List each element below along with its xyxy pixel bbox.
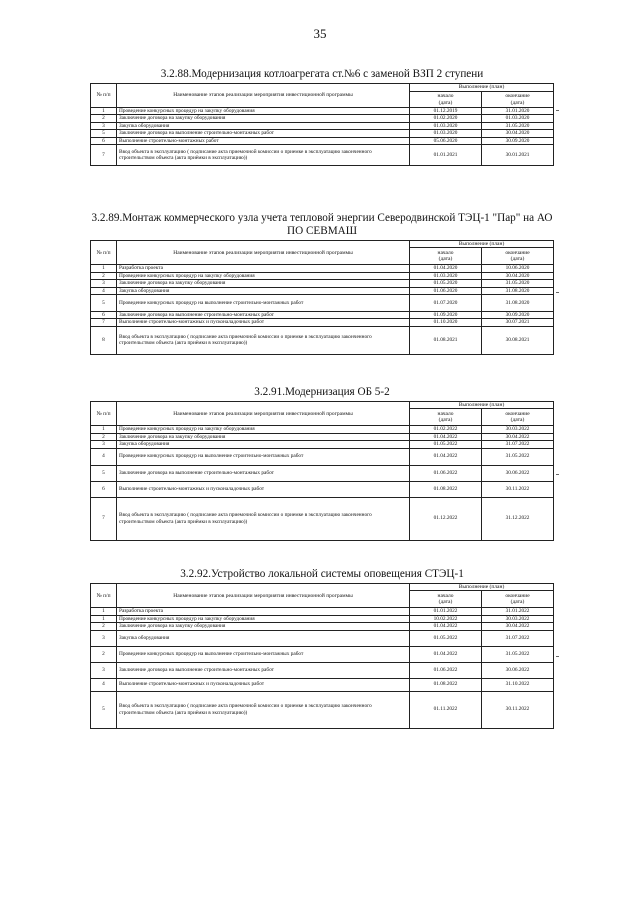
end-date: 31.05.2022 [482, 448, 554, 465]
row-number: 5 [91, 295, 117, 312]
start-date: 01.07.2020 [410, 295, 482, 312]
row-number: 6 [91, 312, 117, 319]
header-row [91, 402, 554, 409]
row-number: 3 [91, 630, 117, 646]
end-date: 30.11.2022 [482, 691, 554, 728]
stage-name: Закупка оборудования [117, 630, 410, 646]
end-date: 31.10.2022 [482, 678, 554, 691]
table-row [91, 115, 554, 122]
start-date: 01.08.2021 [410, 326, 482, 354]
stage-name: Заключение договора на закупку оборудования [117, 280, 410, 287]
end-date: 31.05.2020 [482, 280, 554, 287]
stage-name: Заключение договора на выполнение строительно-монтажных работ [117, 465, 410, 481]
row-number: 8 [91, 326, 117, 354]
start-date: 01.03.2020 [410, 272, 482, 279]
end-date: 31.01.2022 [482, 608, 554, 615]
row-number: 3 [91, 662, 117, 678]
table-row [91, 137, 554, 144]
scan-mark [556, 474, 559, 475]
end-date: 30.09.2020 [482, 137, 554, 144]
header-end-date-note: (дата) [510, 99, 525, 106]
row-number: 7 [91, 145, 117, 166]
end-date: 31.07.2022 [482, 630, 554, 646]
table-row [91, 615, 554, 622]
section-3-2-92 [90, 568, 554, 729]
header-end-line: окончание [505, 593, 530, 599]
table-row [91, 326, 554, 354]
header-end-line: окончание [505, 411, 530, 417]
start-date: 01.03.2020 [410, 122, 482, 129]
end-date: 30.06.2022 [482, 465, 554, 481]
end-date: 31.05.2020 [482, 122, 554, 129]
stage-name: Выполнение строительно-монтажных и пусконаладочных работ [117, 678, 410, 691]
start-date: 01.12.2019 [410, 108, 482, 115]
table-row [91, 145, 554, 166]
table-row [91, 312, 554, 319]
row-number: 1 [91, 265, 117, 272]
start-date: 01.04.2022 [410, 433, 482, 440]
schedule-table [90, 240, 554, 355]
stage-name: Заключение договора на закупку оборудования [117, 623, 410, 630]
row-number: 7 [91, 497, 117, 540]
start-date: 01.12.2022 [410, 497, 482, 540]
scan-mark [556, 110, 559, 111]
table-row [91, 441, 554, 448]
header-start [410, 92, 482, 108]
table-row [91, 623, 554, 630]
header-end [482, 409, 554, 426]
section-3-2-88 [90, 68, 554, 166]
end-date: 30.11.2022 [482, 481, 554, 497]
stage-name: Выполнение строительно-монтажных и пусконаладочных работ [117, 319, 410, 326]
start-date: 01.05.2022 [410, 441, 482, 448]
header-start-line: начало [437, 411, 454, 417]
stage-name: Закупка оборудования [117, 441, 410, 448]
table-row [91, 295, 554, 312]
end-date: 30.09.2020 [482, 312, 554, 319]
schedule-table [90, 401, 554, 541]
stage-name: Заключение договора на выполнение строительно-монтажных работ [117, 662, 410, 678]
stage-name: Заключение договора на закупку оборудования [117, 115, 410, 122]
row-number: 1 [91, 426, 117, 433]
end-date: 31.08.2020 [482, 295, 554, 312]
header-stage-name: Наименование этапов реализации мероприятия инвестиционной программы [117, 241, 410, 265]
section-title: 3.2.91.Модернизация ОБ 5-2 [254, 386, 390, 398]
header-execution: Выполнение (план) [410, 402, 554, 409]
stage-name: Выполнение строительно-монтажных работ [117, 137, 410, 144]
end-date: 30.01.2021 [482, 145, 554, 166]
schedule-table [90, 83, 554, 166]
end-date: 30.06.2022 [482, 662, 554, 678]
header-execution: Выполнение (план) [410, 84, 554, 92]
stage-name: Ввод объекта в эксплуатацию ( подписание акта приемочной комиссии о приемке в эксплуатацию законченного строительством объекта (акта приёмки в эксплуатацию)) [117, 326, 410, 354]
header-row [91, 84, 554, 92]
start-date: 01.02.2022 [410, 426, 482, 433]
start-date: 01.02.2020 [410, 115, 482, 122]
row-number: 5 [91, 465, 117, 481]
stage-name: Проведение конкурсных процедур на закупку оборудования [117, 426, 410, 433]
stage-name: Ввод объекта в эксплуатацию ( подписание акта приемочной комиссии о приемке в эксплуатацию законченного строительством объекта (акта приёмки в эксплуатацию)) [117, 691, 410, 728]
end-date: 31.05.2022 [482, 646, 554, 662]
start-date: 01.08.2022 [410, 678, 482, 691]
start-date: 01.04.2020 [410, 265, 482, 272]
table-row [91, 678, 554, 691]
row-number: 5 [91, 130, 117, 137]
schedule-table [90, 583, 554, 729]
row-number: 6 [91, 481, 117, 497]
row-number: 1 [91, 608, 117, 615]
table-row [91, 465, 554, 481]
end-date: 01.03.2020 [482, 115, 554, 122]
header-end-date-note: (дата) [510, 256, 525, 263]
start-date: 01.01.2022 [410, 608, 482, 615]
stage-name: Проведение конкурсных процедур на выполнение строительно-монтажных работ [117, 448, 410, 465]
scan-mark [556, 656, 559, 657]
row-number: 2 [91, 433, 117, 440]
header-start [410, 591, 482, 608]
stage-name: Заключение договора на закупку оборудования [117, 433, 410, 440]
section-3-2-91 [90, 386, 554, 541]
header-end-line: окончание [505, 93, 530, 100]
header-num: № п/п [91, 241, 117, 265]
row-number: 5 [91, 691, 117, 728]
table-row [91, 426, 554, 433]
row-number: 2 [91, 272, 117, 279]
stage-name: Заключение договора на выполнение строительно-монтажных работ [117, 130, 410, 137]
stage-name: Проведение конкурсных процедур на выполнение строительно-монтажных работ [117, 295, 410, 312]
stage-name: Ввод объекта в эксплуатацию ( подписание акта приемочной комиссии о приемке в эксплуатацию законченного строительством объекта (акта приёмки в эксплуатацию)) [117, 145, 410, 166]
header-end [482, 248, 554, 265]
row-number: 3 [91, 122, 117, 129]
stage-name: Ввод объекта в эксплуатацию ( подписание акта приемочной комиссии о приемке в эксплуатацию законченного строительством объекта (акта приёмки в эксплуатацию)) [117, 497, 410, 540]
table-row [91, 287, 554, 294]
row-number: 7 [91, 319, 117, 326]
stage-name: Проведение конкурсных процедур на закупку оборудования [117, 108, 410, 115]
page-number: 35 [313, 26, 327, 41]
table-row [91, 608, 554, 615]
header-start-date-note: (дата) [438, 99, 453, 106]
end-date: 30.04.2020 [482, 130, 554, 137]
end-date: 30.04.2022 [482, 433, 554, 440]
header-execution: Выполнение (план) [410, 241, 554, 248]
table-row [91, 630, 554, 646]
start-date: 01.10.2020 [410, 319, 482, 326]
end-date: 30.04.2022 [482, 623, 554, 630]
header-num: № п/п [91, 584, 117, 608]
table-row [91, 108, 554, 115]
section-3-2-89 [90, 212, 554, 355]
header-num: № п/п [91, 402, 117, 426]
start-date: 01.03.2020 [410, 130, 482, 137]
row-number: 1 [91, 615, 117, 622]
table-row [91, 319, 554, 326]
header-start [410, 248, 482, 265]
start-date: 01.09.2020 [410, 312, 482, 319]
header-stage-name: Наименование этапов реализации мероприятия инвестиционной программы [117, 84, 410, 108]
section-title: 3.2.92.Устройство локальной системы оповещения СТЭЦ-1 [180, 568, 464, 580]
stage-name: Проведение конкурсных процедур на закупку оборудования [117, 272, 410, 279]
end-date: 31.08.2020 [482, 287, 554, 294]
header-end-date-note: (дата) [510, 417, 525, 424]
start-date: 05.06.2020 [410, 137, 482, 144]
row-number: 2 [91, 646, 117, 662]
header-start [410, 409, 482, 426]
start-date: 01.04.2022 [410, 623, 482, 630]
end-date: 30.07.2021 [482, 319, 554, 326]
stage-name: Закупка оборудования [117, 122, 410, 129]
start-date: 01.01.2021 [410, 145, 482, 166]
table-row [91, 646, 554, 662]
stage-name: Выполнение строительно-монтажных и пусконаладочных работ [117, 481, 410, 497]
table-row [91, 691, 554, 728]
start-date: 01.06.2020 [410, 287, 482, 294]
header-start-date-note: (дата) [438, 599, 453, 606]
header-start-line: начало [437, 250, 454, 256]
start-date: 01.05.2020 [410, 280, 482, 287]
table-row [91, 448, 554, 465]
row-number: 4 [91, 287, 117, 294]
header-start-line: начало [437, 93, 454, 100]
stage-name: Закупка оборудования [117, 287, 410, 294]
end-date: 10.06.2020 [482, 265, 554, 272]
table-row [91, 130, 554, 137]
header-start-date-note: (дата) [438, 417, 453, 424]
table-row [91, 481, 554, 497]
row-number: 4 [91, 448, 117, 465]
section-title: 3.2.89.Монтаж коммерческого узла учета тепловой энергии Северодвинской ТЭЦ-1 "Пар" на АО ПО СЕВМАШ [91, 212, 553, 237]
table-row [91, 272, 554, 279]
row-number: 4 [91, 678, 117, 691]
row-number: 3 [91, 441, 117, 448]
table-row [91, 122, 554, 129]
header-end [482, 92, 554, 108]
table-row [91, 280, 554, 287]
stage-name: Проведение конкурсных процедур на выполнение строительно-монтажных работ [117, 646, 410, 662]
start-date: 01.08.2022 [410, 481, 482, 497]
start-date: 01.06.2022 [410, 662, 482, 678]
row-number: 1 [91, 108, 117, 115]
header-end [482, 591, 554, 608]
scan-mark [556, 292, 559, 293]
stage-name: Заключение договора на выполнение строительно-монтажных работ [117, 312, 410, 319]
start-date: 10.02.2022 [410, 615, 482, 622]
end-date: 31.12.2022 [482, 497, 554, 540]
start-date: 01.04.2022 [410, 448, 482, 465]
end-date: 30.03.2022 [482, 615, 554, 622]
start-date: 01.06.2022 [410, 465, 482, 481]
header-row [91, 241, 554, 248]
header-end-date-note: (дата) [510, 599, 525, 606]
header-start-line: начало [437, 593, 454, 599]
table-row [91, 265, 554, 272]
table-row [91, 497, 554, 540]
stage-name: Разработка проекта [117, 608, 410, 615]
row-number: 3 [91, 280, 117, 287]
header-stage-name: Наименование этапов реализации мероприятия инвестиционной программы [117, 402, 410, 426]
header-start-date-note: (дата) [438, 256, 453, 263]
end-date: 30.08.2021 [482, 326, 554, 354]
stage-name: Разработка проекта [117, 265, 410, 272]
header-end-line: окончание [505, 250, 530, 256]
end-date: 30.04.2020 [482, 272, 554, 279]
end-date: 31.01.2020 [482, 108, 554, 115]
header-execution: Выполнение (план) [410, 584, 554, 591]
end-date: 31.07.2022 [482, 441, 554, 448]
row-number: 6 [91, 137, 117, 144]
stage-name: Проведение конкурсных процедур на закупку оборудования [117, 615, 410, 622]
header-num: № п/п [91, 84, 117, 108]
table-row [91, 433, 554, 440]
section-title: 3.2.88.Модернизация котлоагрегата ст.№6 с заменой ВЗП 2 ступени [160, 68, 484, 80]
start-date: 01.11.2022 [410, 691, 482, 728]
header-row [91, 584, 554, 591]
start-date: 01.05.2022 [410, 630, 482, 646]
row-number: 2 [91, 115, 117, 122]
header-stage-name: Наименование этапов реализации мероприятия инвестиционной программы [117, 584, 410, 608]
end-date: 30.03.2022 [482, 426, 554, 433]
row-number: 2 [91, 623, 117, 630]
start-date: 01.04.2022 [410, 646, 482, 662]
table-row [91, 662, 554, 678]
